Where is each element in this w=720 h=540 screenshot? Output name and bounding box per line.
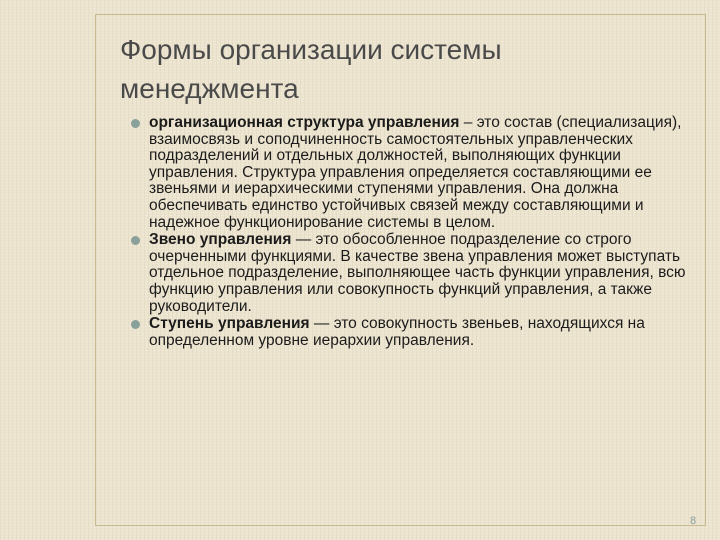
bullet-text: — это совокупность звеньев, находящихся на определенном уровне иерархии управления. — [149, 315, 645, 349]
bullet-dot-icon — [131, 119, 140, 128]
page-number: 8 — [690, 515, 697, 527]
bullet-term: организационная структура управления — [149, 114, 460, 131]
bullet-item-level — [131, 316, 696, 349]
bullet-text: — это обособленное подразделение со строго очерченными функциями. В качестве звена управления может выступать отдельное подразделение, выполняющее часть функции управления, всю функцию управления или совокупность функций управления, а также руководители. — [149, 231, 686, 315]
bullet-item-structure — [131, 115, 696, 231]
bullet-list — [131, 115, 696, 350]
bullet-text: – это состав (специализация), взаимосвязь и соподчиненность самостоятельных управленческих подразделений и отдельных должностей, выполняющих функции управления. Структура управления определяется составляющими ее звеньями и иерархическими ступенями управления. Она должна обеспечивать единство устойчивых связей между составляющими и надежное функционирование системы в целом. — [149, 114, 682, 231]
bullet-term: Ступень управления — [149, 315, 310, 333]
bullet-dot-icon — [131, 320, 140, 329]
bullet-dot-icon — [131, 236, 140, 245]
bullet-item-link — [131, 232, 696, 315]
bullet-term: Звено управления — [149, 231, 292, 249]
slide-title: Формы организации системы менеджмента — [120, 34, 502, 104]
